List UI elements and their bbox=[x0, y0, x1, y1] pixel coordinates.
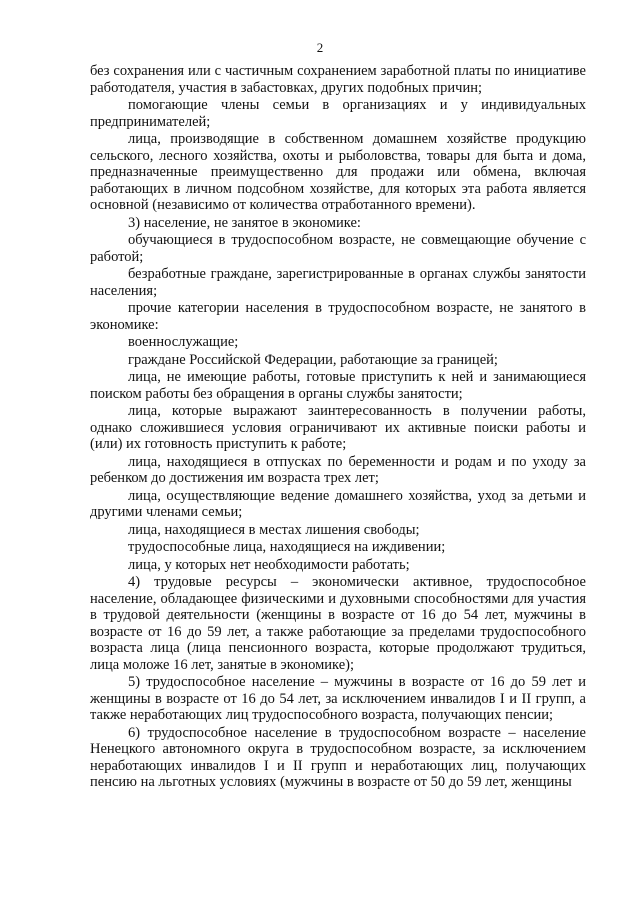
paragraph-family-helpers: помогающие члены семьи в организациях и у индивидуальных предпринимателей; bbox=[90, 97, 586, 130]
paragraph-interested: лица, которые выражают заинтересованность в получении работы, однако сложившиеся условия ограничивают их активные поиски работы и (или) их готовность приступить к работе; bbox=[90, 403, 586, 452]
paragraph-item-6: 6) трудоспособное население в трудоспособном возрасте – население Ненецкого автономного округа в трудоспособном возрасте, за исключением неработающих инвалидов I и II групп и неработающих лиц, получающих пенсию на льготных условиях (мужчины в возрасте от 50 до 59 лет, женщины bbox=[90, 724, 586, 790]
paragraph-students: обучающиеся в трудоспособном возрасте, не совмещающие обучение с работой; bbox=[90, 232, 586, 265]
paragraph-unemployed: безработные граждане, зарегистрированные в органах службы занятости населения; bbox=[90, 266, 586, 299]
paragraph-other-categories: прочие категории населения в трудоспособном возрасте, не занятого в экономике: bbox=[90, 300, 586, 333]
paragraph-job-seekers: лица, не имеющие работы, готовые приступить к ней и занимающиеся поиском работы без обращения в органы службы занятости; bbox=[90, 369, 586, 402]
paragraph-abroad: граждане Российской Федерации, работающие за границей; bbox=[128, 351, 498, 368]
paragraph-item-5: 5) трудоспособное население – мужчины в возрасте от 16 до 59 лет и женщины в возрасте от 16 до 54 лет, за исключением инвалидов I и II групп, а также неработающих лиц трудоспособного возраста, получающих пенсии; bbox=[90, 674, 586, 723]
paragraph-household-producers: лица, производящие в собственном домашнем хозяйстве продукцию сельского, лесного хозяйства, охоты и рыболовства, товары для быта и дома, предназначенные преимущественно для продажи или обмена, включая работающих в личном подсобном хозяйстве, для которых эта работа является основной (независимо от количества отработанного времени). bbox=[90, 131, 586, 213]
paragraph-item-4: 4) трудовые ресурсы – экономически активное, трудоспособное население, обладающее физическими и духовными способностями для участия в трудовой деятельности (женщины в возрасте от 16 до 54 лет, мужчины в возрасте от 16 до 59 лет, а также работающие за пределами трудоспособного возраста лица (лица пенсионного возраста, которые продолжают трудиться, лица моложе 16 лет, занятые в экономике); bbox=[90, 574, 586, 673]
page-number: 2 bbox=[316, 40, 324, 55]
paragraph-dependents: трудоспособные лица, находящиеся на иждивении; bbox=[128, 539, 446, 555]
paragraph-prison: лица, находящиеся в местах лишения свободы; bbox=[128, 521, 420, 538]
document-body bbox=[90, 63, 586, 792]
paragraph-item-3: 3) население, не занятое в экономике: bbox=[128, 214, 361, 231]
paragraph-no-need: лица, у которых нет необходимости работать; bbox=[128, 556, 410, 573]
paragraph-housekeeping: лица, осуществляющие ведение домашнего хозяйства, уход за детьми и другими членами семьи; bbox=[90, 487, 586, 520]
paragraph-continuation: без сохранения или с частичным сохранением заработной платы по инициативе работодателя, участия в забастовках, других подобных причин; bbox=[90, 63, 586, 96]
paragraph-maternity: лица, находящиеся в отпусках по беременности и родам и по уходу за ребенком до достижения им возраста трех лет; bbox=[90, 453, 586, 486]
paragraph-military: военнослужащие; bbox=[128, 334, 239, 350]
